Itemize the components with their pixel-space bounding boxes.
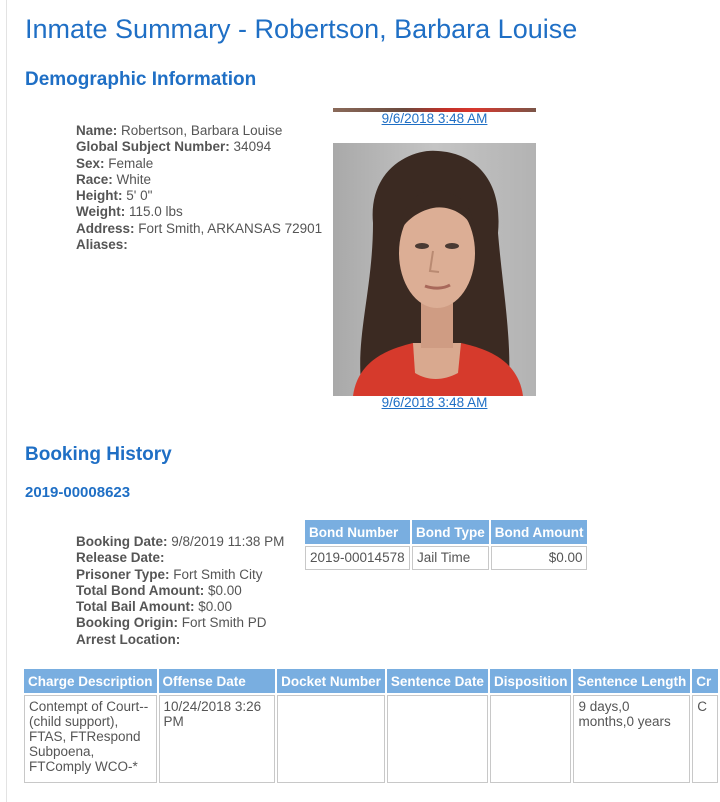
bond-amount-header[interactable]: Bond Amount: [491, 520, 588, 544]
bond-table: [303, 518, 589, 572]
field-label: Total Bail Amount:: [76, 599, 195, 615]
charge-description-header[interactable]: Charge Description: [24, 669, 157, 693]
photo-date-link[interactable]: 9/6/2018 3:48 AM: [381, 111, 488, 126]
field-value: 5' 0": [126, 188, 153, 204]
field-weight: [76, 204, 322, 220]
field-label: Sex:: [76, 155, 105, 171]
table-row: [305, 546, 587, 570]
booking-fields: [76, 534, 284, 648]
offense-date-header[interactable]: Offense Date: [159, 669, 276, 693]
field-label: Booking Date:: [76, 534, 168, 549]
sentence-length-cell: 9 days,0 months,0 years: [573, 695, 690, 783]
field-value: $0.00: [207, 582, 242, 598]
sentence-length-header[interactable]: Sentence Length: [573, 669, 690, 693]
sentence-date-cell: [387, 695, 488, 783]
docket-number-cell: [277, 695, 385, 783]
field-label: Global Subject Number:: [76, 139, 230, 155]
field-name: [76, 123, 322, 139]
field-value: White: [116, 171, 152, 187]
field-race: [76, 172, 322, 188]
field-value: 9/8/2019 11:38 PM: [171, 534, 285, 549]
field-aliases: [76, 237, 322, 253]
booking-number: 2019-00008623: [25, 484, 131, 501]
field-label: Weight:: [76, 204, 126, 220]
field-booking-origin: [76, 615, 284, 631]
demographic-fields: [76, 123, 322, 253]
mugshot-image: [333, 143, 536, 396]
field-value: Fort Smith, ARKANSAS 72901: [138, 220, 323, 236]
disposition-header[interactable]: Disposition: [490, 669, 572, 693]
field-label: Height:: [76, 188, 123, 204]
field-value: Female: [108, 155, 154, 171]
bond-type-cell: Jail Time: [412, 546, 489, 570]
field-total-bail-amount: [76, 599, 284, 615]
bond-table-header-row: [305, 520, 587, 544]
charge-table-header-row: [24, 669, 718, 693]
field-value: Fort Smith PD: [181, 615, 267, 631]
field-label: Name:: [76, 123, 118, 138]
field-value: Fort Smith City: [173, 566, 263, 582]
field-release-date: [76, 550, 284, 566]
photo-date-link[interactable]: 9/6/2018 3:48 AM: [381, 395, 488, 410]
docket-number-header[interactable]: Docket Number: [277, 669, 385, 693]
field-prisoner-type: [76, 567, 284, 583]
sentence-date-header[interactable]: Sentence Date: [387, 669, 488, 693]
disposition-cell: [490, 695, 572, 783]
field-height: [76, 188, 322, 204]
field-label: Arrest Location:: [76, 631, 181, 647]
field-label: Prisoner Type:: [76, 566, 170, 582]
field-label: Release Date:: [76, 550, 165, 566]
demographic-heading: Demographic Information: [25, 69, 257, 90]
charge-table: [22, 667, 720, 785]
cr-cell: C: [692, 695, 718, 783]
field-value: Robertson, Barbara Louise: [121, 123, 283, 138]
field-value: $0.00: [198, 599, 233, 615]
offense-date-cell: 10/24/2018 3:26 PM: [159, 695, 276, 783]
field-label: Booking Origin:: [76, 615, 178, 631]
field-address: [76, 221, 322, 237]
page-title: Inmate Summary - Robertson, Barbara Louise: [25, 14, 578, 44]
field-label: Aliases:: [76, 237, 128, 253]
cr-header[interactable]: Cr: [692, 669, 718, 693]
bond-amount-cell: $0.00: [491, 546, 588, 570]
field-booking-date: [76, 534, 284, 550]
field-label: Race:: [76, 171, 113, 187]
field-value: 34094: [233, 139, 272, 155]
field-sex: [76, 156, 322, 172]
page-left-border: [6, 0, 7, 802]
table-row: [24, 695, 718, 783]
field-label: Total Bond Amount:: [76, 582, 205, 598]
bond-number-cell: 2019-00014578: [305, 546, 410, 570]
field-label: Address:: [76, 220, 135, 236]
field-total-bond-amount: [76, 583, 284, 599]
bond-type-header[interactable]: Bond Type: [412, 520, 489, 544]
charge-description-cell: Contempt of Court--(child support), FTAS, FTRespond Subpoena, FTComply WCO-*: [24, 695, 157, 783]
bond-number-header[interactable]: Bond Number: [305, 520, 410, 544]
field-global-subject-number: [76, 139, 322, 155]
mugshot-photo[interactable]: [333, 143, 536, 396]
field-value: 115.0 lbs: [129, 204, 183, 220]
booking-history-heading: Booking History: [25, 444, 172, 465]
field-arrest-location: [76, 632, 284, 648]
